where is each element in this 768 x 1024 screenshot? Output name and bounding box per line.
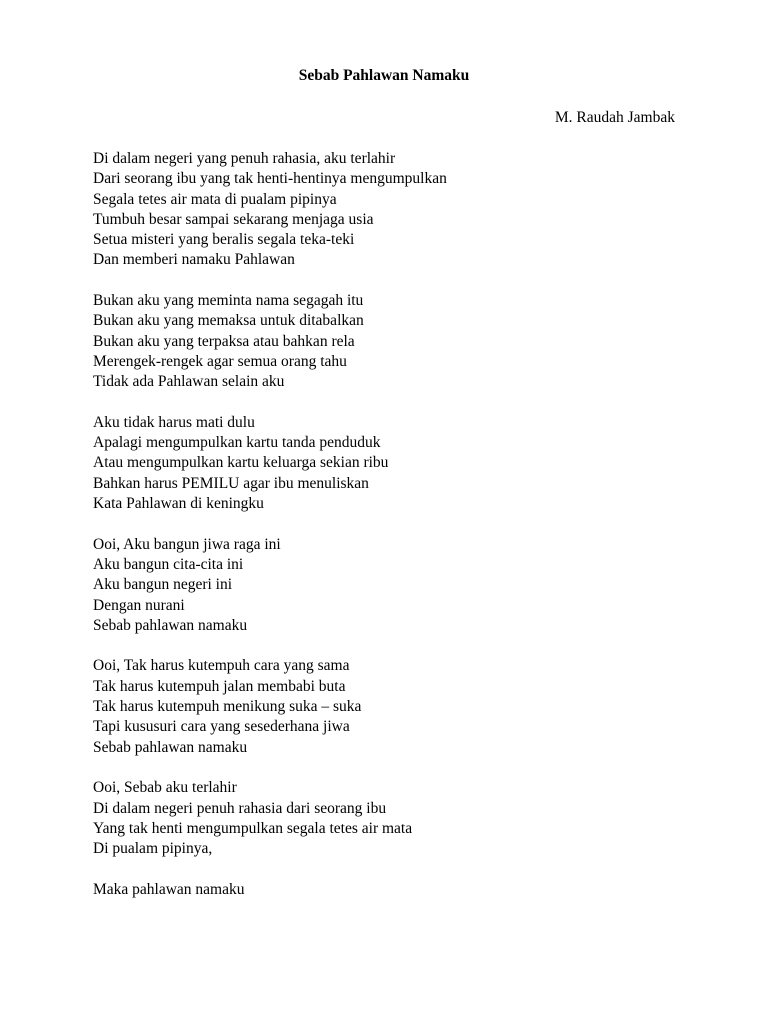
stanza-7 (93, 880, 693, 900)
poem-line: Ooi, Aku bangun jiwa raga ini (93, 535, 281, 553)
stanza-3 (93, 413, 693, 514)
poem-line: Di pualam pipinya, (93, 840, 213, 858)
stanza-1 (93, 149, 693, 271)
poem-line: Merengek-rengek agar semua orang tahu (93, 352, 347, 370)
stanza-2 (93, 291, 693, 392)
poem-line: Aku bangun cita-cita ini (93, 555, 244, 573)
poem-line: Segala tetes air mata di pualam pipinya (93, 190, 337, 208)
poem-line: Dan memberi namaku Pahlawan (93, 251, 295, 269)
poem-line: Aku tidak harus mati dulu (93, 413, 255, 431)
poem-line: Bukan aku yang memaksa untuk ditabalkan (93, 312, 364, 330)
poem-line: Setua misteri yang beralis segala teka-teki (93, 231, 355, 249)
poem-line: Bukan aku yang meminta nama segagah itu (93, 292, 364, 310)
poem-line: Tak harus kutempuh jalan membabi buta (93, 677, 346, 695)
poem-line: Bukan aku yang terpaksa atau bahkan rela (93, 332, 355, 350)
poem-title: Sebab Pahlawan Namaku (298, 67, 470, 84)
poem-line: Tak harus kutempuh menikung suka – suka (93, 698, 362, 716)
poem-line: Dengan nurani (93, 596, 185, 614)
poem-line: Tumbuh besar sampai sekarang menjaga usia (93, 210, 374, 228)
poem-line: Aku bangun negeri ini (93, 576, 233, 594)
poem-line: Atau mengumpulkan kartu keluarga sekian ribu (93, 454, 389, 472)
poem-line: Apalagi mengumpulkan kartu tanda penduduk (93, 434, 381, 452)
poem-line: Ooi, Tak harus kutempuh cara yang sama (93, 657, 350, 675)
poem-line: Kata Pahlawan di keningku (93, 495, 264, 513)
poem-line: Di dalam negeri penuh rahasia dari seorang ibu (93, 799, 387, 817)
poem-line: Sebab pahlawan namaku (93, 616, 248, 634)
poem-line: Tidak ada Pahlawan selain aku (93, 373, 285, 391)
poem-line: Bahkan harus PEMILU agar ibu menuliskan (93, 474, 369, 492)
stanza-6 (93, 778, 693, 859)
poem-line: Yang tak henti mengumpulkan segala tetes air mata (93, 819, 413, 837)
stanza-4 (93, 535, 693, 636)
poem-line: Dari seorang ibu yang tak henti-hentinya mengumpulkan (93, 170, 447, 188)
poem-line: Maka pahlawan namaku (93, 880, 245, 898)
poem-author: M. Raudah Jambak (554, 109, 675, 126)
poem-line: Tapi kususuri cara yang sesederhana jiwa (93, 718, 350, 736)
poem-line: Sebab pahlawan namaku (93, 738, 248, 756)
poem-body (93, 149, 693, 920)
stanza-5 (93, 656, 693, 757)
poem-line: Di dalam negeri yang penuh rahasia, aku terlahir (93, 150, 396, 167)
poem-line: Ooi, Sebab aku terlahir (93, 779, 237, 797)
